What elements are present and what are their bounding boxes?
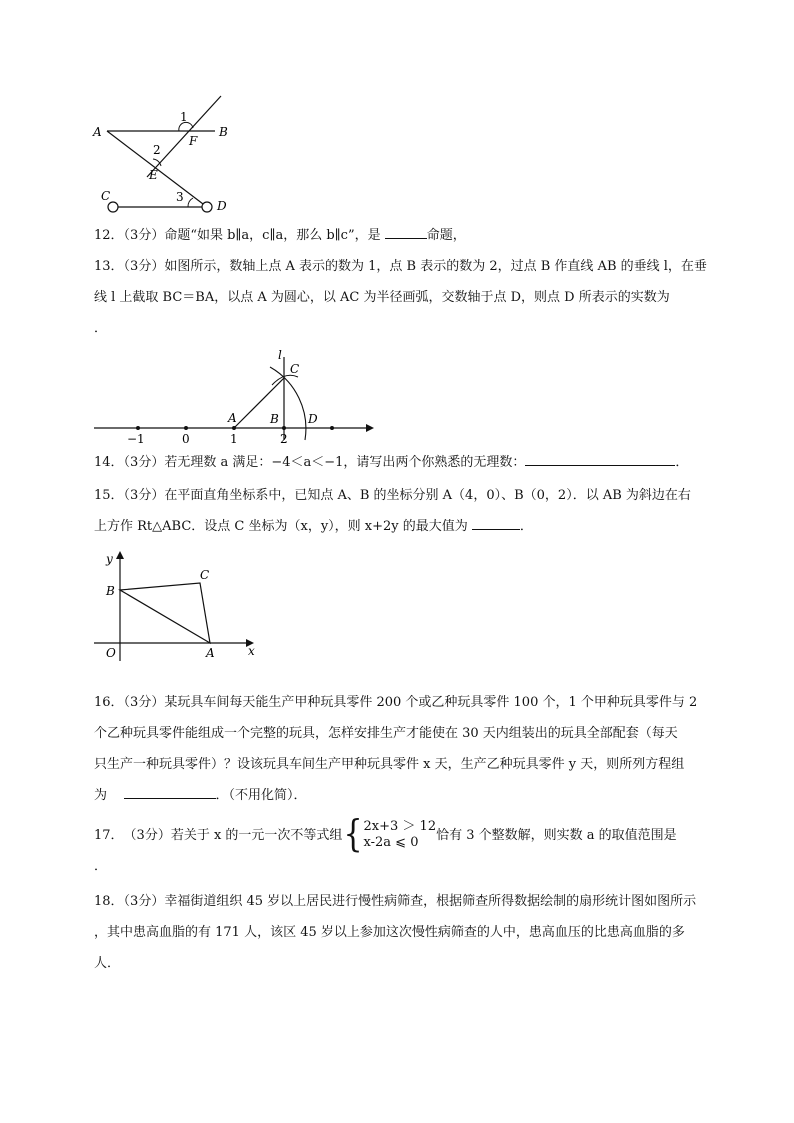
label-c: C xyxy=(290,362,300,376)
question-12 xyxy=(94,220,720,251)
q18-line2: ，其中患高血脂的有 171 人，该区 45 岁以上参加这次慢性病筛查的人中，患高血压的比患高血脂的多 xyxy=(94,925,685,940)
construction-mark xyxy=(272,375,298,385)
q14-text: 若无理数 a 满足：−4＜a＜−1，请写出两个你熟悉的无理数： xyxy=(164,455,526,470)
q17-score: （3分） xyxy=(123,827,171,843)
q17-number: 17． xyxy=(94,827,124,843)
question-17 xyxy=(94,812,720,879)
angle-3-arc xyxy=(188,198,193,207)
q12-text: 命题“如果 b∥a，c∥a，那么 b∥c”，是 xyxy=(164,228,381,243)
tick-minus-one xyxy=(136,426,140,430)
triangle-abc xyxy=(120,583,210,643)
inequality-system xyxy=(364,819,437,851)
label-c: C xyxy=(101,189,111,203)
q14-score: （3分） xyxy=(123,455,165,470)
question-13 xyxy=(94,251,720,344)
q13-line3: ． xyxy=(94,321,108,336)
label-c: C xyxy=(200,568,210,582)
point-d-circle xyxy=(202,202,212,212)
q14-tail: ． xyxy=(675,455,689,470)
q18-score: （3分） xyxy=(123,894,165,909)
coordinate-plane-figure xyxy=(90,545,265,665)
label-d: D xyxy=(217,199,227,213)
number-line-figure xyxy=(90,345,380,445)
y-axis-arrowhead xyxy=(116,551,124,559)
inequality-brace: { xyxy=(343,812,363,857)
q16-line1: 某玩具车间每天能生产甲种玩具零件 200 个或乙种玩具零件 100 个，1 个甲种玩具零件与 2 xyxy=(164,695,698,710)
q15-line2: 上方作 Rt△ABC．设点 C 坐标为（x，y），则 x+2y 的最大值为 xyxy=(94,519,468,534)
q17-text-b: 恰有 3 个整数解，则实数 a 的取值范围是 xyxy=(436,827,677,843)
q12-answer-blank[interactable] xyxy=(385,224,427,239)
q15-number: 15． xyxy=(94,488,124,503)
axis-arrowhead xyxy=(366,424,374,432)
tick-label-two: 2 xyxy=(280,432,288,445)
label-a: A xyxy=(93,125,102,139)
q16-score: （3分） xyxy=(123,695,165,710)
q15-score: （3分） xyxy=(123,488,165,503)
q15-line1: 在平面直角坐标系中，已知点 A、B 的坐标分别 A（4，0）、B（0，2）．以 AB 为斜边在右 xyxy=(164,488,691,503)
label-x: x xyxy=(248,644,255,658)
label-d: D xyxy=(308,412,318,426)
q16-answer-blank[interactable] xyxy=(124,784,216,799)
q12-score: （3分） xyxy=(123,228,165,243)
tick-two xyxy=(282,426,286,430)
q16-line4a: 为 xyxy=(94,788,108,803)
label-angle-1: 1 xyxy=(180,110,188,124)
q17-line2: ． xyxy=(94,859,108,874)
q18-line3: 人． xyxy=(94,956,121,971)
arc-ac-to-d xyxy=(270,367,306,440)
q18-line1: 幸福街道组织 45 岁以上居民进行慢性病筛查，根据筛查所得数据绘制的扇形统计图如图所示 xyxy=(164,894,697,909)
q15-answer-blank[interactable] xyxy=(472,515,520,530)
inequality-2: x-2a ⩽ 0 xyxy=(363,835,419,850)
label-e: E xyxy=(149,168,158,182)
q18-number: 18． xyxy=(94,894,124,909)
tick-label-zero: 0 xyxy=(182,432,190,445)
q13-score: （3分） xyxy=(123,259,165,274)
label-o: O xyxy=(106,646,116,660)
label-b: B xyxy=(219,125,228,139)
q17-text-a: 若关于 x 的一元一次不等式组 xyxy=(170,827,343,843)
q13-line1: 如图所示，数轴上点 A 表示的数为 1，点 B 表示的数为 2，过点 B 作直线 AB 的垂线 l，在垂 xyxy=(164,259,707,274)
q16-line2: 个乙种玩具零件能组成一个完整的玩具，怎样安排生产才能使在 30 天内组装出的玩具全部配套（每天 xyxy=(94,726,678,741)
angle-2-arc xyxy=(153,159,161,166)
inequality-1: 2x+3 ＞ 12 xyxy=(363,819,437,834)
label-angle-2: 2 xyxy=(153,143,161,157)
q14-answer-blank[interactable] xyxy=(525,451,675,466)
transversal xyxy=(147,96,221,177)
label-l: l xyxy=(278,348,282,362)
tick-zero xyxy=(184,426,188,430)
question-14 xyxy=(94,447,720,478)
label-a: A xyxy=(206,646,215,660)
tick-label-minus-one: −1 xyxy=(127,432,145,445)
q16-line4b: ．（不用化简）． xyxy=(215,788,307,803)
question-15 xyxy=(94,480,720,542)
label-y: y xyxy=(106,552,113,566)
question-16 xyxy=(94,687,720,811)
parallel-lines-figure xyxy=(85,92,245,217)
q13-number: 13． xyxy=(94,259,124,274)
q12-number: 12． xyxy=(94,228,124,243)
tick-label-one: 1 xyxy=(230,432,238,445)
label-a: A xyxy=(228,411,237,425)
label-angle-3: 3 xyxy=(176,190,184,204)
tick-one xyxy=(232,426,236,430)
q13-line2: 线 l 上截取 BC＝BA，以点 A 为圆心，以 AC 为半径画弧，交数轴于点 D，则点 D 所表示的实数为 xyxy=(94,290,670,305)
label-f: F xyxy=(189,134,198,148)
q12-tail: 命题， xyxy=(426,228,466,243)
q16-line3: 只生产一种玩具零件）？设该玩具车间生产甲种玩具零件 x 天，生产乙种玩具零件 y 天，则所列方程组 xyxy=(94,757,685,772)
point-c-circle xyxy=(108,202,118,212)
question-18 xyxy=(94,886,720,979)
q16-number: 16． xyxy=(94,695,124,710)
q15-tail: ． xyxy=(519,519,533,534)
label-b: B xyxy=(270,412,279,426)
tick-three xyxy=(330,426,334,430)
q14-number: 14． xyxy=(94,455,124,470)
label-b: B xyxy=(106,584,115,598)
